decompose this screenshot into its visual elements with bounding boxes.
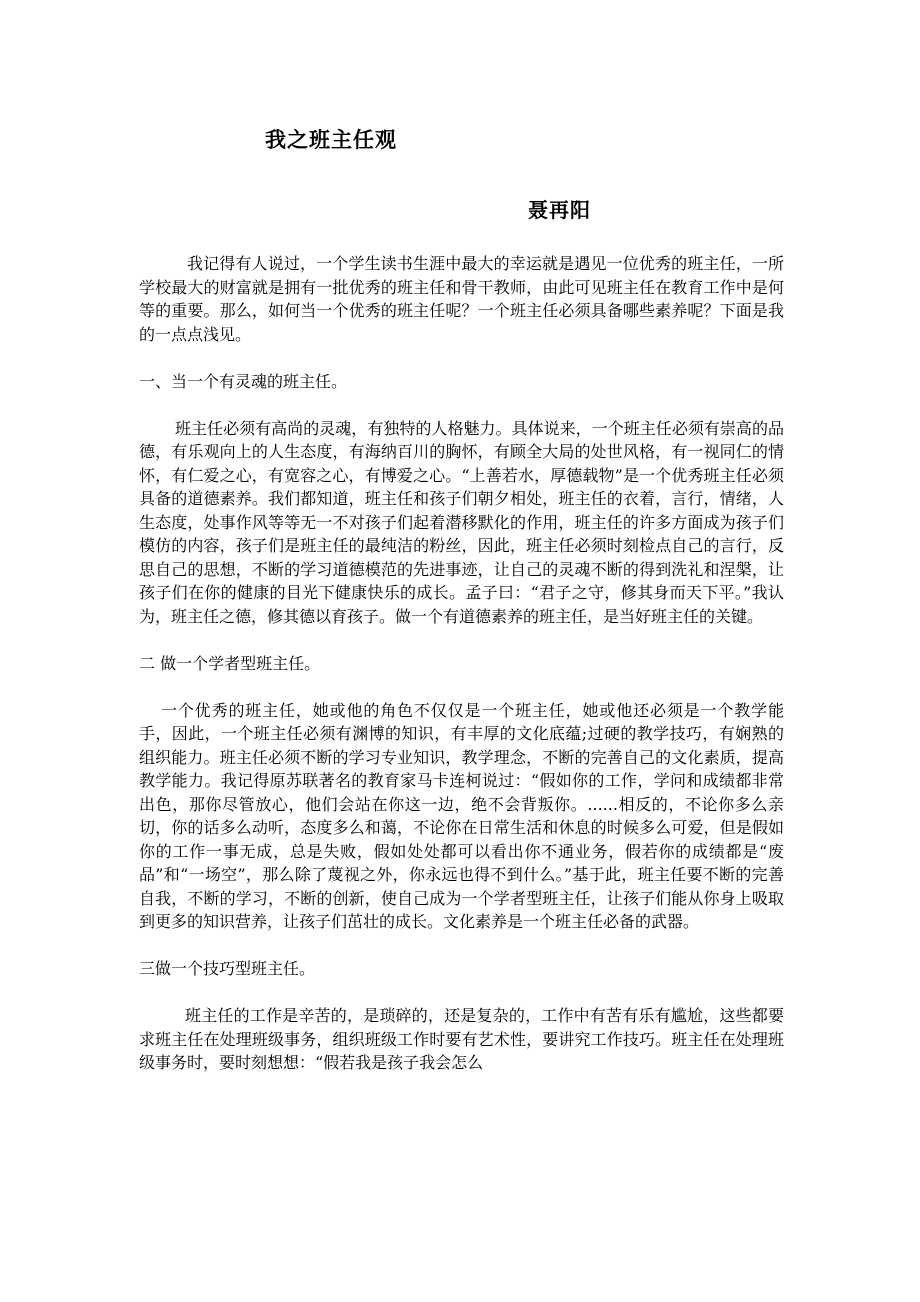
- section-paragraph-2: 一个优秀的班主任，她或他的角色不仅仅是一个班主任，她或他还必须是一个教学能手，因此，一个班主任必须有渊博的知识，有丰厚的文化底蕴;过硬的教学技巧，有娴熟的组织能力。班主任必须不断的学习专业知识，教学理念，不断的完善自己的文化素质，提高教学能力。我记得原苏联著名的教育家马卡连柯说过：“假如你的工作，学问和成绩都非常出色，那你尽管放心，他们会站在你这一边，绝不会背叛你。......相反的，不论你多么亲切，你的话多么动听，态度多么和蔼，不论你在日常生活和休息的时候多么可爱，但是假如你的工作一事无成，总是失败，假如处处都可以看出你不通业务，假若你的成绩都是“废品”和“一场空”，那么除了蔑视之外，你永远也得不到什么。”基于此，班主任要不断的完善自我，不断的学习，不断的创新，使自己成为一个学者型班主任，让孩子们能从你身上吸取到更多的知识营养，让孩子们茁壮的成长。文化素养是一个班主任必备的武器。: [139, 700, 784, 931]
- section-paragraph-3: 班主任的工作是辛苦的，是琐碎的，还是复杂的，工作中有苦有乐有尴尬，这些都要求班主任在处理班级事务，组织班级工作时要有艺术性，要讲究工作技巧。班主任在处理班级事务时，要时刻想想：“假若我是孩子我会怎么: [139, 1006, 784, 1072]
- paragraph-spacer: [139, 628, 784, 652]
- paragraph-spacer: [139, 346, 784, 370]
- section-heading-3: 三做一个技巧型班主任。: [139, 959, 316, 978]
- section-paragraph-1: 班主任必须有高尚的灵魂，有独特的人格魅力。具体说来，一个班主任必须有崇高的品德，有乐观向上的人生态度，有海纳百川的胸怀，有顾全大局的处世风格，有一视同仁的情怀，有仁爱之心，有宽容之心，有博爱之心。“上善若水，厚德载物”是一个优秀班主任必须具备的道德素养。我们都知道，班主任和孩子们朝夕相处，班主任的衣着，言行，情绪，人生态度，处事作风等等无一不对孩子们起着潜移默化的作用，班主任的许多方面成为孩子们模仿的内容，孩子们是班主任的最纯洁的粉丝，因此，班主任必须时刻检点自己的言行，反思自己的思想，不断的学习道德模范的先进事迹，让自己的灵魂不断的得到洗礼和涅槃，让孩子们在你的健康的目光下健康快乐的成长。孟子曰：“君子之守，修其身而天下平。”我认为，班主任之德，修其德以育孩子。做一个有道德素养的班主任，是当好班主任的关键。: [139, 418, 784, 626]
- document-author: 聂再阳: [528, 198, 591, 222]
- document-body: [139, 252, 784, 1075]
- section-heading-1: 一、当一个有灵魂的班主任。: [139, 371, 348, 391]
- document-title: 我之班主任观: [265, 127, 397, 152]
- paragraph-spacer: [139, 675, 784, 699]
- paragraph-spacer: [139, 934, 784, 958]
- paragraph-spacer: [139, 393, 784, 417]
- paragraph-spacer: [139, 981, 784, 1005]
- section-heading-2: 二 做一个学者型班主任。: [139, 653, 321, 673]
- intro-paragraph: 我记得有人说过，一个学生读书生涯中最大的幸运就是遇见一位优秀的班主任，一所学校最大的财富就是拥有一批优秀的班主任和骨干教师，由此可见班主任在教育工作中是何等的重要。那么，如何当一个优秀的班主任呢？一个班主任必须具备哪些素养呢？下面是我的一点点浅见。: [139, 254, 784, 344]
